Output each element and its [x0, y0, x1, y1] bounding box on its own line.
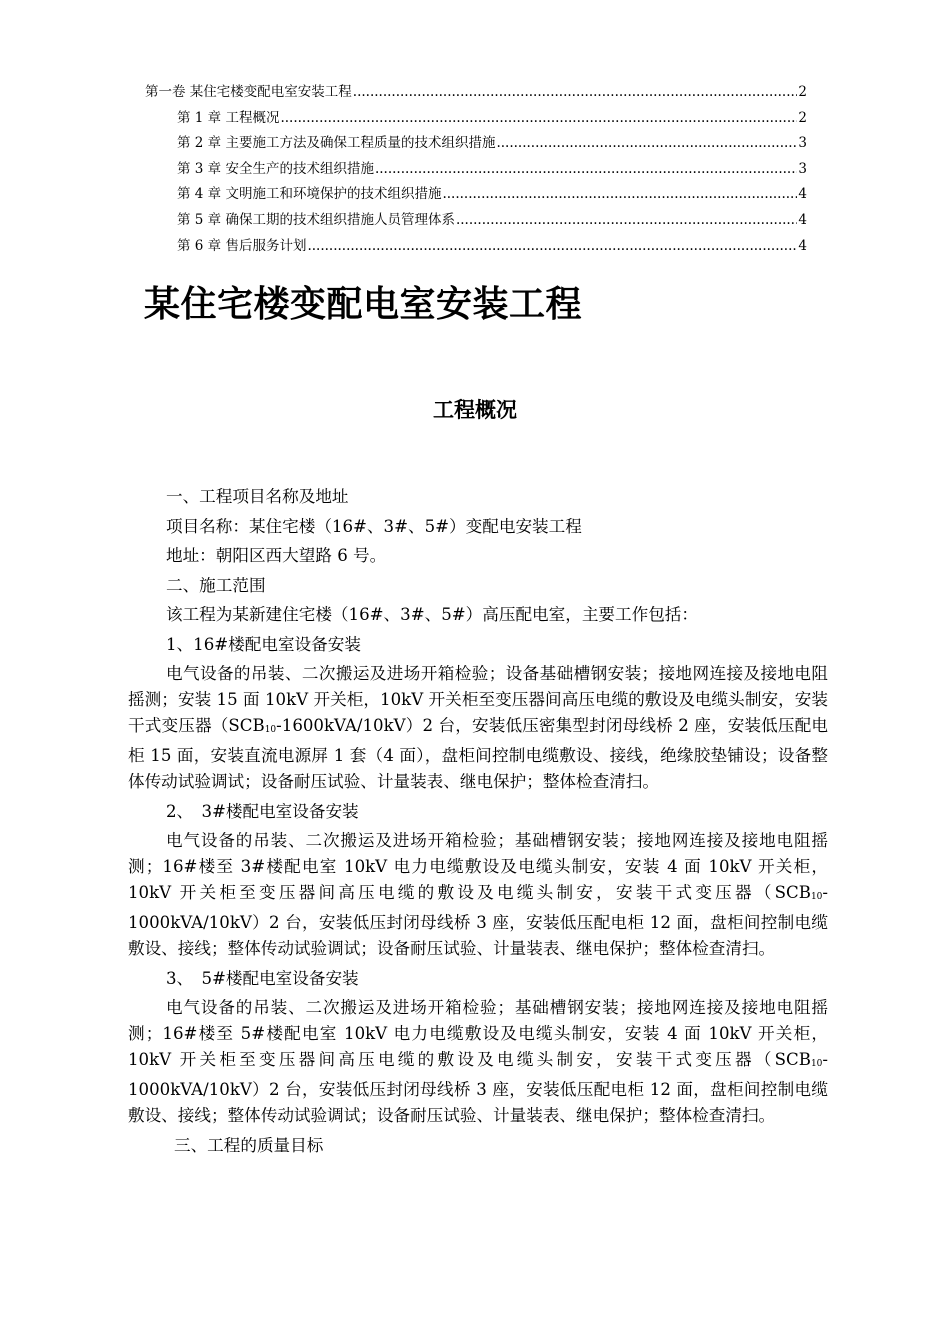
toc-leader-dots [456, 212, 797, 228]
toc-entry-chapter-2[interactable] [145, 131, 807, 157]
toc-entry-label: 第 2 章 主要施工方法及确保工程质量的技术组织措施 [177, 135, 496, 152]
toc-entry-label: 第 4 章 文明施工和环境保护的技术组织措施 [177, 186, 442, 203]
item-heading-16: 1、16#楼配电室设备安装 [166, 634, 361, 654]
item-body-3: 电气设备的吊装、二次搬运及进场开箱检验；基础槽钢安装；接地网连接及接地电阻摇测；16#楼至 3#楼配电室 10kV 电力电缆敷设及电缆头制安，安装 4 面 10kV 开关柜，10kV 开关柜至变压器间高压电缆的敷设及电缆头制安，安装干式变压器$(SCB_{10}-1000kVA/10kV)2$ 台，安装低压封闭母线桥 3 座，安装低压配电柜 12 面，盘柜间控制电缆敷设、接线；整体传动试验调试；设备耐压试验、计量装表、继电保护；整体检查清扫。 [128, 831, 828, 958]
toc-entry-page: 3 [798, 160, 807, 177]
toc-entry-volume-1[interactable] [145, 80, 807, 106]
toc-leader-dots [375, 161, 797, 177]
toc-leader-dots [307, 238, 797, 254]
toc-leader-dots [496, 135, 797, 151]
toc-entry-page: 2 [798, 109, 807, 126]
item-heading-3: 2、 3#楼配电室设备安装 [166, 801, 359, 821]
table-of-contents [145, 80, 807, 259]
project-name: 项目名称：某住宅楼（16#、3#、5#）变配电安装工程 [166, 516, 582, 536]
document-body [128, 484, 828, 1162]
toc-entry-chapter-4[interactable] [145, 182, 807, 208]
section-heading-1: 一、工程项目名称及地址 [166, 487, 349, 506]
toc-entry-label: 第 6 章 售后服务计划 [177, 237, 307, 254]
chapter-title: 工程概况 [433, 398, 517, 422]
section-heading-2: 二、施工范围 [166, 575, 266, 595]
toc-entry-label: 第一卷 某住宅楼变配电室安装工程 [145, 84, 352, 100]
toc-entry-page: 3 [798, 135, 807, 152]
toc-entry-page: 4 [798, 211, 807, 228]
section-heading-3: 三、工程的质量目标 [174, 1135, 324, 1155]
project-address: 地址：朝阳区西大望路 6 号。 [166, 546, 387, 565]
item-heading-5: 3、 5#楼配电室设备安装 [166, 968, 359, 988]
toc-entry-chapter-3[interactable] [145, 157, 807, 183]
toc-entry-page: 4 [798, 237, 807, 254]
toc-entry-chapter-6[interactable] [145, 234, 807, 260]
toc-entry-label: 第 5 章 确保工期的技术组织措施人员管理体系 [177, 211, 455, 228]
document-title: 某住宅楼变配电室安装工程 [144, 284, 583, 325]
toc-entry-page: 4 [798, 186, 807, 203]
toc-leader-dots [442, 186, 797, 202]
toc-entry-chapter-5[interactable] [145, 208, 807, 234]
toc-leader-dots [353, 84, 798, 100]
item-body-5: 电气设备的吊装、二次搬运及进场开箱检验；基础槽钢安装；接地网连接及接地电阻摇测；16#楼至 5#楼配电室 10kV 电力电缆敷设及电缆头制安，安装 4 面 10kV 开关柜，10kV 开关柜至变压器间高压电缆的敷设及电缆头制安，安装干式变压器$(SCB_{10}-1000kVA/10kV)2$ 台，安装低压封闭母线桥 3 座，安装低压配电柜 12 面，盘柜间控制电缆敷设、接线；整体传动试验调试；设备耐压试验、计量装表、继电保护；整体检查清扫。 [128, 998, 828, 1125]
toc-entry-label: 第 1 章 工程概况 [177, 109, 280, 126]
toc-entry-label: 第 3 章 安全生产的技术组织措施 [177, 160, 374, 177]
item-body-16: 电气设备的吊装、二次搬运及进场开箱检验；设备基础槽钢安装；接地网连接及接地电阻摇测；安装 15 面 10kV 开关柜，10kV 开关柜至变压器间高压电缆的敷设及电缆头制安，安装干式变压器$(SCB_{10}-1600kVA/10kV)2$ 台，安装低压密集型封闭母线桥 2 座，安装低压配电柜 15 面，安装直流电源屏 1 套（4 面），盘柜间控制电缆敷设、接线，绝缘胶垫铺设；设备整体传动试验调试；设备耐压试验、计量装表、继电保护；整体检查清扫。 [128, 664, 828, 791]
toc-leader-dots [280, 110, 797, 126]
toc-entry-chapter-1[interactable] [145, 106, 807, 132]
toc-entry-page: 2 [798, 84, 807, 100]
scope-intro: 该工程为某新建住宅楼（16#、3#、5#）高压配电室，主要工作包括： [166, 605, 698, 624]
